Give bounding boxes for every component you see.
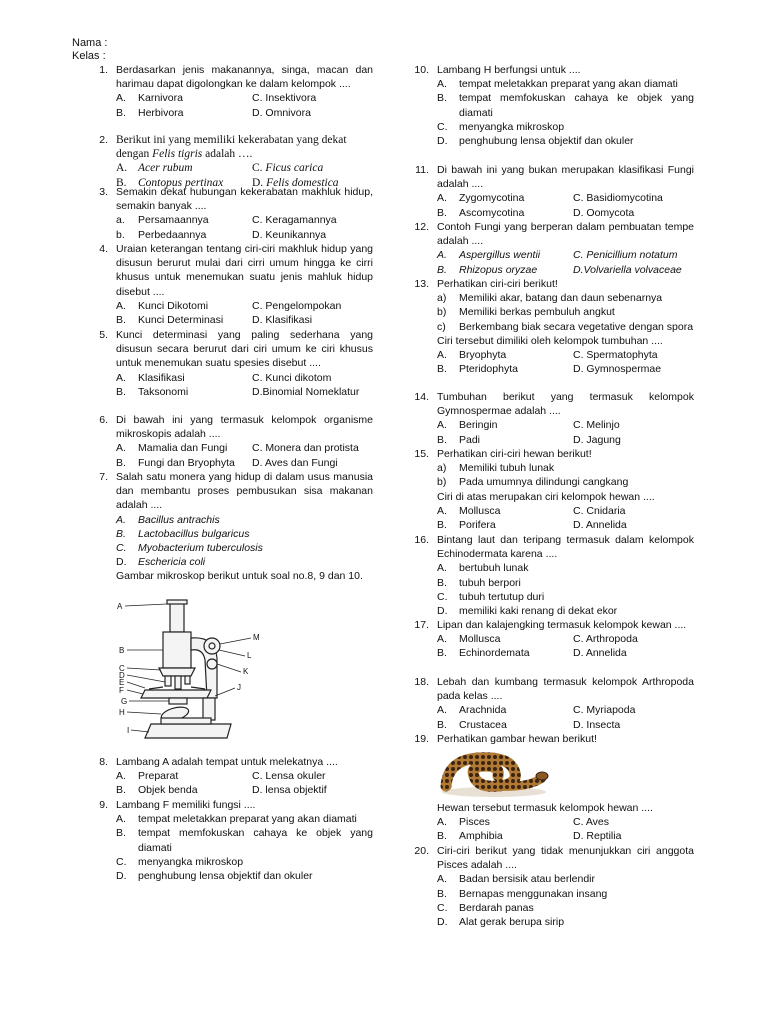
question-number: 10. bbox=[414, 64, 429, 76]
question-14 bbox=[405, 390, 694, 447]
label-k: K bbox=[243, 667, 249, 676]
option-c[interactable]: C. Spermatophyta bbox=[573, 349, 658, 362]
statement-c: c) Berkembang biak secara vegetative dengan spora bbox=[437, 320, 694, 333]
label-j: J bbox=[237, 683, 241, 692]
option-d[interactable]: D. memiliki kaki renang di dekat ekor bbox=[437, 605, 618, 618]
question-text: Lipan dan kalajengking termasuk kelompok kewan .... bbox=[437, 619, 687, 631]
label-a: A bbox=[117, 602, 123, 611]
option-a[interactable]: A. Aspergillus wentii bbox=[437, 249, 541, 262]
question-number: 7. bbox=[99, 471, 108, 483]
option-c[interactable]: C. Keragamannya bbox=[252, 214, 337, 227]
option-c[interactable]: C. tubuh tertutup duri bbox=[437, 590, 545, 603]
label-g: G bbox=[121, 697, 128, 706]
statement-b: b) Pada umumnya dilindungi cangkang bbox=[437, 476, 629, 489]
option-d[interactable]: D. Keunikannya bbox=[252, 228, 327, 241]
question-number: 8. bbox=[99, 756, 108, 768]
option-b[interactable]: B. Pteridophyta bbox=[437, 363, 518, 376]
option-a[interactable]: A. Mollusca bbox=[437, 504, 501, 517]
question-text: Perhatikan ciri-ciri berikut! bbox=[437, 278, 558, 290]
student-header bbox=[72, 37, 107, 63]
option-c[interactable]: C. menyangka mikroskop bbox=[437, 120, 565, 133]
option-a[interactable]: A. bertubuh lunak bbox=[437, 562, 529, 575]
question-8 bbox=[84, 755, 373, 798]
question-number: 6. bbox=[99, 414, 108, 426]
option-b[interactable]: B. Taksonomi bbox=[116, 385, 189, 398]
question-text: Tumbuhan berikut yang termasuk kelompok Gymnospermae adalah .... bbox=[437, 391, 694, 418]
statement-a: a) Memiliki akar, batang dan daun sebenarnya bbox=[437, 292, 663, 305]
option-a[interactable]: A. Beringin bbox=[437, 419, 498, 432]
option-b[interactable]: B. Porifera bbox=[437, 519, 496, 532]
question-text: Contoh Fungi yang berperan dalam pembuatan tempe adalah .... bbox=[437, 221, 694, 248]
question-number: 20. bbox=[414, 845, 429, 857]
option-b[interactable]: B. Herbivora bbox=[116, 106, 184, 119]
question-text: Berikut ini yang memiliki kekerabatan yang dekat dengan Felis tigris adalah …. bbox=[116, 134, 347, 161]
option-b[interactable]: B. tubuh berpori bbox=[437, 576, 521, 589]
label-i: I bbox=[127, 726, 130, 735]
option-d[interactable]: D. Omnivora bbox=[252, 106, 311, 119]
option-d[interactable]: D. Oomycota bbox=[573, 206, 635, 219]
label-b: B bbox=[119, 646, 125, 655]
question-text: Bintang laut dan teripang termasuk dalam kelompok Echinodermata karena .... bbox=[437, 534, 694, 561]
option-b[interactable]: B. tempat memfokuskan cahaya ke objek yang diamati bbox=[437, 92, 694, 119]
option-b[interactable]: B. Amphibia bbox=[437, 830, 503, 843]
option-d[interactable]: D. Aves dan Fungi bbox=[252, 456, 338, 469]
question-1 bbox=[84, 63, 373, 120]
question-stem: Hewan tersebut termasuk kelompok hewan .... bbox=[437, 802, 653, 814]
option-a[interactable]: a. Persamaannya bbox=[116, 214, 209, 227]
option-c[interactable]: C. Cnidaria bbox=[573, 504, 626, 517]
statement-a: a) Memiliki tubuh lunak bbox=[437, 462, 555, 475]
option-a[interactable]: A. Badan bersisik atau berlendir bbox=[437, 873, 595, 886]
question-text: Lebah dan kumbang termasuk kelompok Arthropoda pada kelas .... bbox=[437, 676, 694, 703]
question-number: 11. bbox=[415, 164, 429, 176]
label-h: H bbox=[119, 708, 125, 717]
option-a[interactable]: A. Acer rubum bbox=[116, 162, 193, 175]
label-d: D bbox=[119, 671, 125, 680]
option-b[interactable]: B. Fungi dan Bryophyta bbox=[116, 456, 235, 469]
option-a[interactable]: A. Arachnida bbox=[437, 704, 507, 717]
question-13 bbox=[405, 277, 694, 376]
option-d[interactable]: D. Klasifikasi bbox=[252, 314, 313, 327]
question-number: 17. bbox=[414, 619, 429, 631]
option-c[interactable]: C. Kunci dikotom bbox=[252, 371, 332, 384]
question-stem: Ciri tersebut dimiliki oleh kelompok tumbuhan .... bbox=[437, 334, 663, 347]
option-b[interactable]: B. Kunci Determinasi bbox=[116, 314, 224, 327]
question-2 bbox=[84, 133, 373, 190]
question-3 bbox=[84, 185, 373, 242]
question-text: Uraian keterangan tentang ciri-ciri makhluk hidup yang disusun berurut mulai dari cirri umum hingga ke cirri khusus untuk menemukan suatu jenis mahluk hidup disebut .... bbox=[116, 243, 373, 298]
question-number: 4. bbox=[99, 243, 108, 255]
option-d[interactable]: D. Felis domestica bbox=[252, 176, 339, 189]
question-number: 19. bbox=[414, 733, 429, 745]
question-text: Salah satu monera yang hidup di dalam usus manusia dan membantu proses pembusukan sisa makanan adalah .... bbox=[116, 471, 373, 512]
question-6 bbox=[84, 413, 373, 470]
question-text: Di bawah ini yang bukan merupakan klasifikasi Fungi adalah .... bbox=[437, 164, 694, 191]
question-number: 3. bbox=[99, 186, 108, 198]
question-text: Di bawah ini yang termasuk kelompok organisme mikroskopis adalah .... bbox=[116, 414, 373, 441]
question-text: Lambang H berfungsi untuk .... bbox=[437, 64, 581, 76]
question-text: Berdasarkan jenis makanannya, singa, macan dan harimau dapat digolongkan ke dalam kelompok .... bbox=[116, 64, 373, 91]
microscope-figure bbox=[115, 598, 275, 743]
option-d[interactable]: D. Insecta bbox=[573, 718, 621, 731]
question-5 bbox=[84, 328, 373, 399]
label-m: M bbox=[253, 633, 260, 642]
question-17 bbox=[405, 618, 694, 661]
option-b[interactable]: B. tempat memfokuskan cahaya ke objek yang diamati bbox=[116, 827, 373, 854]
option-b[interactable]: B. Crustacea bbox=[437, 718, 507, 731]
question-20 bbox=[405, 844, 694, 929]
option-c[interactable]: C. Penicillium notatum bbox=[573, 249, 678, 262]
question-11 bbox=[405, 163, 694, 220]
option-b[interactable]: B. Ascomycotina bbox=[437, 206, 525, 219]
option-c[interactable]: C. Myriapoda bbox=[573, 704, 636, 717]
option-c[interactable]: C. Ficus carica bbox=[252, 162, 324, 175]
option-c[interactable]: C. Pengelompokan bbox=[252, 299, 342, 312]
option-c[interactable]: C. Lensa okuler bbox=[252, 770, 326, 783]
option-c[interactable]: C. Myobacterium tuberculosis bbox=[116, 542, 263, 555]
option-a[interactable]: A. tempat meletakkan preparat yang akan diamati bbox=[116, 813, 357, 826]
figure-note: Gambar mikroskop berikut untuk soal no.8, 9 dan 10. bbox=[116, 570, 363, 583]
option-a[interactable]: A. Bacillus antrachis bbox=[116, 513, 220, 526]
question-number: 2. bbox=[99, 134, 108, 146]
question-16 bbox=[405, 533, 694, 618]
question-text: Ciri-ciri berikut yang tidak menunjukkan ciri anggota Pisces adalah .... bbox=[437, 845, 694, 872]
option-b[interactable]: B. Echinordemata bbox=[437, 647, 530, 660]
option-d[interactable]: D.Binomial Nomeklatur bbox=[252, 385, 360, 398]
option-b[interactable]: B. Padi bbox=[437, 433, 481, 446]
option-a[interactable]: A. Kunci Dikotomi bbox=[116, 299, 209, 312]
question-10 bbox=[405, 63, 694, 148]
option-d[interactable]: D. Eschericia coli bbox=[116, 556, 206, 569]
option-a[interactable]: A. Bryophyta bbox=[437, 349, 507, 362]
question-text: Lambang A adalah tempat untuk melekatnya .... bbox=[116, 756, 338, 768]
label-l: L bbox=[247, 651, 252, 660]
question-number: 18. bbox=[414, 676, 429, 688]
question-number: 5. bbox=[99, 329, 108, 341]
question-text: Lambang F memiliki fungsi .... bbox=[116, 799, 256, 811]
option-c[interactable]: C. Arthropoda bbox=[573, 633, 638, 646]
label-c: C bbox=[119, 664, 125, 673]
snake-image bbox=[438, 748, 550, 798]
option-c[interactable]: C. Monera dan protista bbox=[252, 442, 359, 455]
question-number: 9. bbox=[99, 799, 108, 811]
question-9 bbox=[84, 798, 373, 883]
question-15 bbox=[405, 447, 694, 532]
option-c[interactable]: C. Insektivora bbox=[252, 92, 317, 105]
question-number: 15. bbox=[414, 448, 429, 460]
option-b[interactable]: B. Bernapas menggunakan insang bbox=[437, 887, 608, 900]
option-b[interactable]: B. Contopus pertinax bbox=[116, 176, 224, 189]
question-12 bbox=[405, 220, 694, 277]
option-b[interactable]: B. Lactobacillus bulgaricus bbox=[116, 527, 250, 540]
option-a[interactable]: A. Mamalia dan Fungi bbox=[116, 442, 228, 455]
option-a[interactable]: A. Zygomycotina bbox=[437, 192, 525, 205]
name-field-label: Nama : bbox=[72, 37, 108, 49]
question-19-answers bbox=[405, 801, 694, 844]
option-a[interactable]: A. tempat meletakkan preparat yang akan diamati bbox=[437, 78, 678, 91]
label-f: F bbox=[119, 686, 124, 695]
option-d[interactable]: D. Reptilia bbox=[573, 830, 622, 843]
option-d[interactable]: D. Annelida bbox=[573, 519, 627, 532]
question-number: 1. bbox=[99, 64, 108, 76]
label-e: E bbox=[119, 678, 125, 687]
option-d[interactable]: D. Annelida bbox=[573, 647, 627, 660]
option-a[interactable]: A. Klasifikasi bbox=[116, 371, 185, 384]
question-text: Semakin dekat hubungan kekerabatan makhluk hidup, semakin banyak .... bbox=[116, 186, 373, 213]
class-field-label: Kelas : bbox=[72, 50, 106, 62]
option-d[interactable]: D. Gymnospermae bbox=[573, 363, 662, 376]
statement-b: b) Memiliki berkas pembuluh angkut bbox=[437, 306, 615, 319]
option-c[interactable]: C. menyangka mikroskop bbox=[116, 855, 244, 868]
question-4 bbox=[84, 242, 373, 327]
question-stem: Ciri di atas merupakan ciri kelompok hewan .... bbox=[437, 490, 655, 503]
option-b[interactable]: b. Perbedaannya bbox=[116, 228, 207, 241]
option-c[interactable]: C. Melinjo bbox=[573, 419, 620, 432]
option-c[interactable]: C. Berdarah panas bbox=[437, 901, 534, 914]
option-c[interactable]: C. Basidiomycotina bbox=[573, 192, 663, 205]
question-number: 16. bbox=[414, 534, 429, 546]
option-b[interactable]: B. Objek benda bbox=[116, 784, 198, 797]
option-d[interactable]: D. lensa objektif bbox=[252, 784, 327, 797]
option-d[interactable]: D. penghubung lensa objektif dan okuler bbox=[116, 870, 313, 883]
question-18 bbox=[405, 675, 694, 732]
option-a[interactable]: A. Mollusca bbox=[437, 633, 501, 646]
option-a[interactable]: A. Preparat bbox=[116, 770, 179, 783]
question-7 bbox=[84, 470, 373, 584]
question-text: Perhatikan ciri-ciri hewan berikut! bbox=[437, 448, 592, 460]
option-d[interactable]: D. Jagung bbox=[573, 433, 621, 446]
option-c[interactable]: C. Aves bbox=[573, 816, 609, 829]
option-d[interactable]: D. penghubung lensa objektif dan okuler bbox=[437, 135, 634, 148]
option-d[interactable]: D.Volvariella volvaceae bbox=[573, 263, 682, 276]
question-19 bbox=[405, 732, 694, 746]
option-b[interactable]: B. Rhizopus oryzae bbox=[437, 263, 538, 276]
option-a[interactable]: A. Karnivora bbox=[116, 92, 183, 105]
question-text: Perhatikan gambar hewan berikut! bbox=[437, 733, 597, 745]
option-a[interactable]: A. Pisces bbox=[437, 816, 490, 829]
question-text: Kunci determinasi yang paling sederhana yang disusun secara berurut dari ciri umum ke ciri khusus untuk menemukan suatu spesies disebut .... bbox=[116, 329, 373, 370]
question-number: 13. bbox=[414, 278, 429, 290]
question-number: 12. bbox=[414, 221, 429, 233]
question-number: 14. bbox=[414, 391, 429, 403]
option-d[interactable]: D. Alat gerak berupa sirip bbox=[437, 916, 565, 929]
